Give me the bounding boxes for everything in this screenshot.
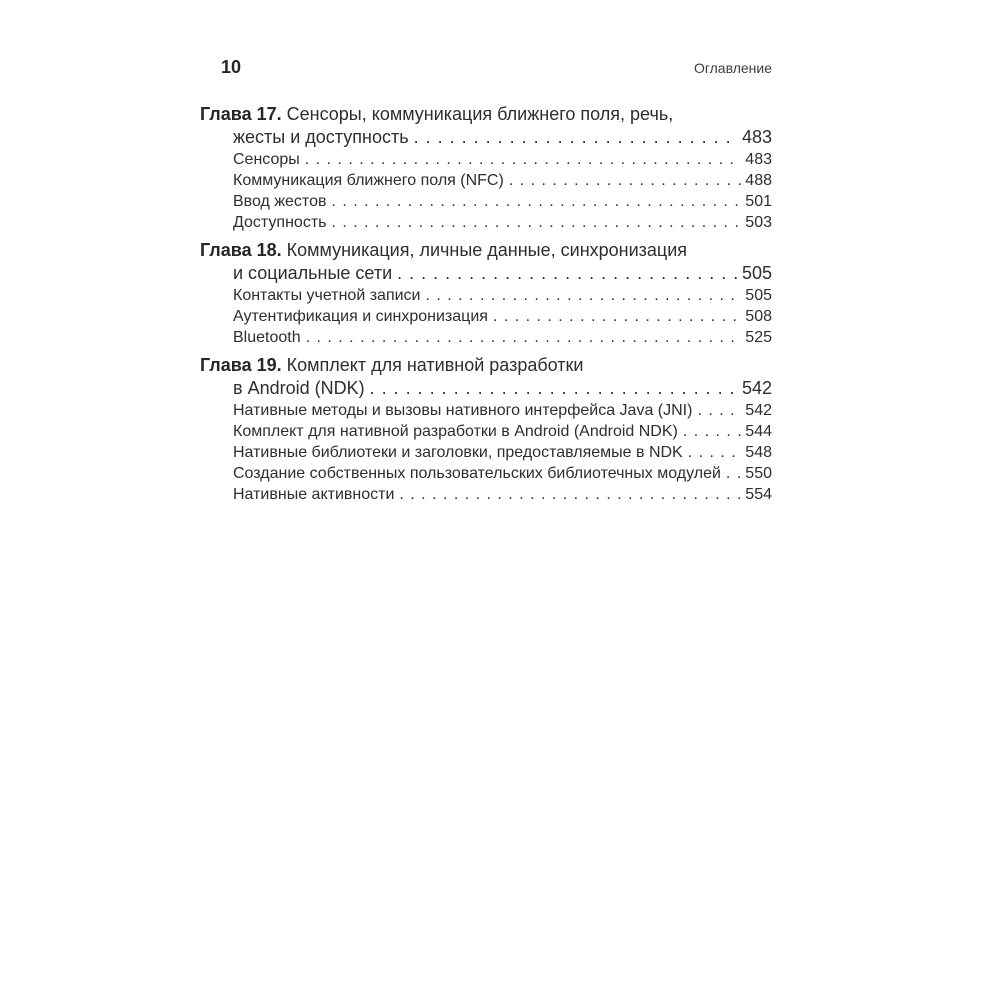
chapter-page-number: 542	[741, 378, 772, 398]
dotted-leader	[726, 463, 741, 484]
chapter-title-line1	[200, 103, 772, 126]
chapter-title-text: Комплект для нативной разработки	[286, 355, 584, 375]
dotted-leader	[370, 377, 738, 400]
toc-item-label: Нативные активности	[233, 486, 395, 503]
toc-item-label: Коммуникация ближнего поля (NFC)	[233, 172, 504, 189]
toc-item-label: Нативные методы и вызовы нативного интерфейса Java (JNI)	[233, 402, 693, 419]
toc-item-label: Сенсоры	[233, 151, 300, 168]
dotted-leader	[509, 170, 741, 191]
toc-item-page-number: 483	[745, 151, 772, 168]
toc-item-page-number: 501	[745, 193, 772, 210]
toc-item	[200, 400, 772, 421]
toc-item	[200, 327, 772, 348]
chapter-title-line1	[200, 239, 772, 262]
toc-item-page-number: 544	[745, 423, 772, 440]
toc-list	[200, 103, 772, 505]
dotted-leader	[306, 327, 742, 348]
toc-item-label: Ввод жестов	[233, 193, 327, 210]
toc-item-page-number: 488	[745, 172, 772, 189]
dotted-leader	[414, 126, 738, 149]
toc-item	[200, 170, 772, 191]
chapter-number-label: Глава 18.	[200, 240, 282, 260]
chapter-block	[200, 354, 772, 505]
toc-item-label: Создание собственных пользовательских библиотечных модулей	[233, 465, 721, 482]
chapter-block	[200, 239, 772, 348]
dotted-leader	[397, 262, 738, 285]
dotted-leader	[305, 149, 742, 170]
toc-item	[200, 191, 772, 212]
toc-item-page-number: 550	[745, 465, 772, 482]
toc-item	[200, 285, 772, 306]
toc-item-label: Аутентификация и синхронизация	[233, 308, 488, 325]
toc-item	[200, 463, 772, 484]
toc-item-label: Комплект для нативной разработки в Android (Android NDK)	[233, 423, 678, 440]
chapter-title-line1	[200, 354, 772, 377]
toc-page	[200, 0, 772, 505]
dotted-leader	[399, 484, 741, 505]
chapter-title-text: Коммуникация, личные данные, синхронизация	[286, 240, 688, 260]
chapter-title-text-continued: в Android (NDK)	[233, 378, 365, 398]
toc-item	[200, 484, 772, 505]
chapter-page-number: 505	[741, 263, 772, 283]
running-head	[200, 57, 772, 78]
running-title: Оглавление	[693, 60, 772, 76]
toc-item	[200, 212, 772, 233]
chapter-title-line2	[200, 377, 772, 400]
toc-item-page-number: 505	[745, 287, 772, 304]
toc-item-page-number: 548	[745, 444, 772, 461]
toc-item-page-number: 503	[745, 214, 772, 231]
toc-item-label: Нативные библиотеки и заголовки, предоставляемые в NDK	[233, 444, 683, 461]
chapter-block	[200, 103, 772, 233]
dotted-leader	[697, 400, 741, 421]
toc-item-page-number: 525	[745, 329, 772, 346]
dotted-leader	[688, 442, 742, 463]
toc-item	[200, 442, 772, 463]
toc-item	[200, 306, 772, 327]
dotted-leader	[425, 285, 741, 306]
dotted-leader	[331, 191, 741, 212]
toc-item-label: Контакты учетной записи	[233, 287, 421, 304]
chapter-title-line2	[200, 126, 772, 149]
dotted-leader	[493, 306, 741, 327]
chapter-title-text: Сенсоры, коммуникация ближнего поля, речь,	[286, 104, 674, 124]
chapter-title-text-continued: и социальные сети	[233, 263, 393, 283]
chapter-page-number: 483	[741, 127, 772, 147]
toc-item	[200, 149, 772, 170]
toc-item-label: Bluetooth	[233, 329, 301, 346]
chapter-number-label: Глава 17.	[200, 104, 282, 124]
toc-item	[200, 421, 772, 442]
toc-item-label: Доступность	[233, 214, 327, 231]
toc-item-page-number: 542	[745, 402, 772, 419]
chapter-number-label: Глава 19.	[200, 355, 282, 375]
toc-item-page-number: 508	[745, 308, 772, 325]
chapter-title-line2	[200, 262, 772, 285]
dotted-leader	[683, 421, 741, 442]
toc-item-page-number: 554	[745, 486, 772, 503]
folio-page-number: 10	[221, 57, 242, 77]
dotted-leader	[331, 212, 741, 233]
chapter-title-text-continued: жесты и доступность	[233, 127, 409, 147]
